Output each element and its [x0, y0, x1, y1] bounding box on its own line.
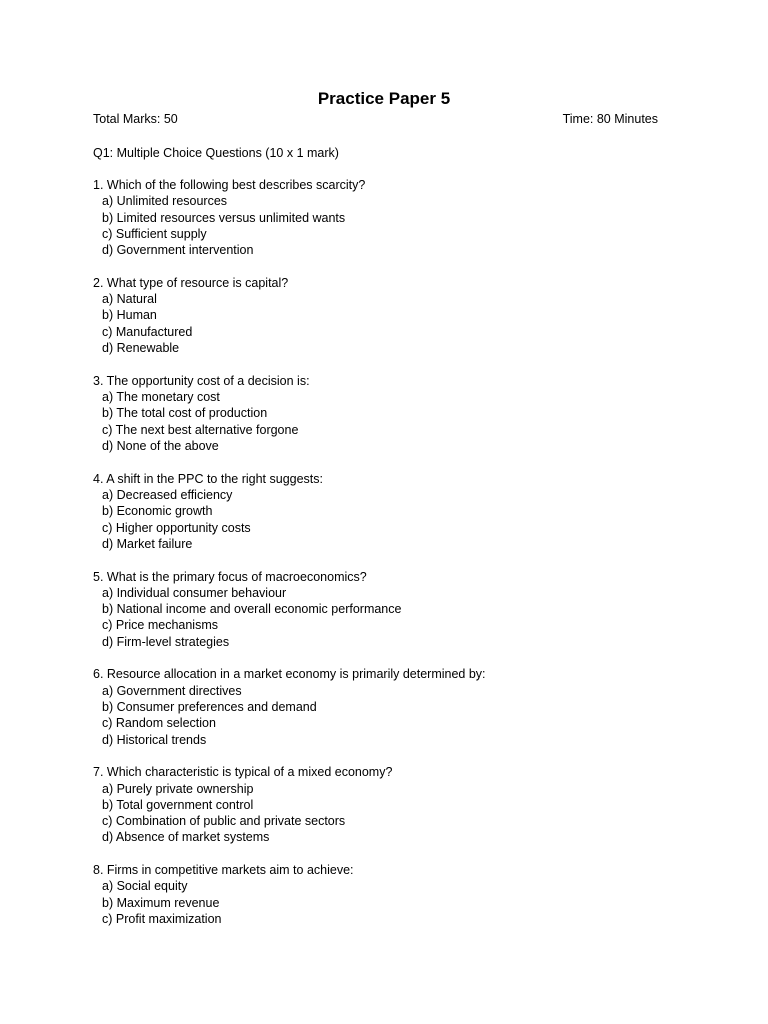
option-b: b) Economic growth — [102, 504, 213, 519]
option-b: b) Maximum revenue — [102, 895, 220, 910]
option-b: b) Limited resources versus unlimited wants — [102, 210, 346, 225]
question-text: 3. The opportunity cost of a decision is: — [93, 373, 310, 388]
option-d: d) Firm-level strategies — [102, 634, 230, 649]
option-d: d) None of the above — [102, 438, 219, 453]
question-2 — [93, 275, 693, 356]
option-c: c) Manufactured — [102, 324, 193, 339]
option-a: a) Government directives — [102, 683, 242, 698]
option-d: d) Absence of market systems — [102, 830, 270, 845]
question-5 — [93, 569, 693, 650]
page-title: Practice Paper 5 — [317, 89, 451, 108]
option-d: d) Market failure — [102, 536, 193, 551]
question-text: 5. What is the primary focus of macroeconomics? — [93, 569, 367, 584]
option-b: b) The total cost of production — [102, 406, 268, 421]
option-d: d) Historical trends — [102, 732, 207, 747]
option-c: c) The next best alternative forgone — [102, 422, 299, 437]
option-c: c) Price mechanisms — [102, 618, 218, 633]
option-b: b) Total government control — [102, 797, 254, 812]
question-1 — [93, 177, 693, 258]
option-a: a) The monetary cost — [102, 390, 220, 405]
option-a: a) Purely private ownership — [102, 781, 254, 796]
option-a: a) Individual consumer behaviour — [102, 585, 287, 600]
option-c: c) Sufficient supply — [102, 226, 207, 241]
question-4 — [93, 471, 693, 552]
question-list — [93, 177, 693, 944]
option-b: b) Human — [102, 308, 157, 323]
option-c: c) Higher opportunity costs — [102, 520, 251, 535]
section-heading: Q1: Multiple Choice Questions (10 x 1 mark) — [93, 146, 339, 160]
question-7 — [93, 764, 693, 845]
option-a: a) Natural — [102, 292, 157, 307]
option-b: b) Consumer preferences and demand — [102, 699, 317, 714]
question-text: 8. Firms in competitive markets aim to achieve: — [93, 863, 354, 878]
option-a: a) Unlimited resources — [102, 194, 228, 209]
option-a: a) Social equity — [102, 879, 188, 894]
question-3 — [93, 373, 693, 454]
question-text: 1. Which of the following best describes scarcity? — [93, 178, 366, 192]
question-6 — [93, 666, 693, 747]
total-marks: Total Marks: 50 — [93, 112, 178, 126]
option-d: d) Government intervention — [102, 243, 254, 258]
option-c: c) Random selection — [102, 716, 216, 731]
question-text: 7. Which characteristic is typical of a mixed economy? — [93, 765, 393, 780]
option-d: d) Renewable — [102, 341, 180, 356]
option-b: b) National income and overall economic performance — [102, 602, 402, 617]
option-a: a) Decreased efficiency — [102, 487, 233, 502]
question-text: 2. What type of resource is capital? — [93, 275, 289, 290]
option-c: c) Combination of public and private sectors — [102, 814, 346, 829]
time-limit: Time: 80 Minutes — [562, 112, 658, 126]
meta-row — [93, 111, 658, 127]
question-text: 6. Resource allocation in a market economy is primarily determined by: — [93, 667, 486, 682]
option-c: c) Profit maximization — [102, 912, 222, 927]
question-text: 4. A shift in the PPC to the right suggests: — [93, 471, 323, 486]
question-8 — [93, 862, 693, 927]
